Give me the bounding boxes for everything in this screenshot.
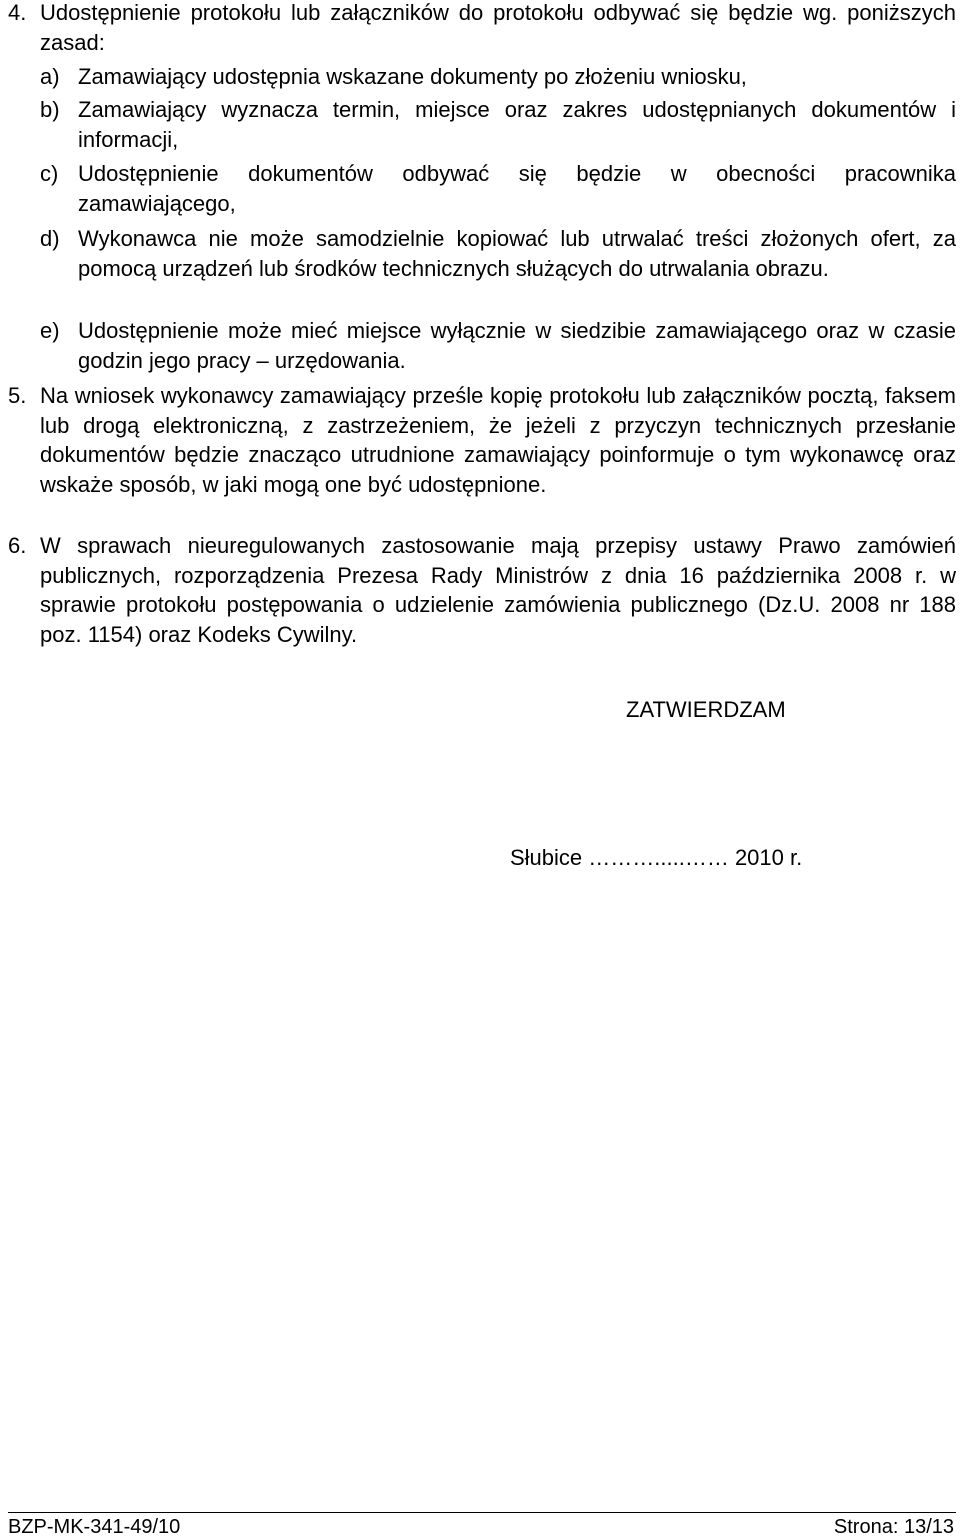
item-e-text: Udostępnienie może mieć miejsce wyłącznie w siedzibie zamawiającego oraz w czasie godzin jego pracy – urzędowania. <box>78 318 956 373</box>
section-5-number: 5. <box>8 383 27 408</box>
section-4-item-e <box>40 316 956 376</box>
item-d-text: Wykonawca nie może samodzielnie kopiować lub utrwalać treści złożonych ofert, za pomocą urządzeń lub środków technicznych służących do utrwalania obrazu. <box>78 226 956 281</box>
section-5 <box>8 381 956 531</box>
section-4-item-d <box>40 224 956 314</box>
section-4-item-b <box>40 95 956 155</box>
item-b-letter: b) <box>40 97 60 122</box>
footer-reference: BZP-MK-341-49/10 <box>8 1516 181 1538</box>
section-4-text: Udostępnienie protokołu lub załączników do protokołu odbywać się będzie wg. poniższych zasad: <box>40 0 956 55</box>
footer-divider <box>8 1512 956 1513</box>
item-b-text: Zamawiający wyznacza termin, miejsce oraz zakres udostępnianych dokumentów i informacji, <box>78 97 956 152</box>
section-6 <box>8 531 956 651</box>
item-a-text: Zamawiający udostępnia wskazane dokumenty po złożeniu wniosku, <box>78 64 747 89</box>
section-4 <box>8 0 956 58</box>
section-6-text: W sprawach nieuregulowanych zastosowanie mają przepisy ustawy Prawo zamówień publicznych, rozporządzenia Prezesa Rady Ministrów z dnia 16 października 2008 r. w sprawie protokołu postępowania o udzielenie zamówienia publicznego (Dz.U. 2008 nr 188 poz. 1154) oraz Kodeks Cywilny. <box>40 533 956 647</box>
item-a-letter: a) <box>40 64 60 89</box>
footer-page-number: Strona: 13/13 <box>833 1516 954 1538</box>
item-d-letter: d) <box>40 226 60 251</box>
item-c-text: Udostępnienie dokumentów odbywać się będzie w obecności pracownika zamawiającego, <box>78 161 956 216</box>
place-date-line: Słubice ……….....…… 2010 r. <box>510 845 803 870</box>
section-5-text: Na wniosek wykonawcy zamawiający prześle kopię protokołu lub załączników pocztą, faksem lub drogą elektroniczną, z zastrzeżeniem, że jeżeli z przyczyn technicznych przesłanie dokumentów będzie znacząco utrudnione zamawiający poinformuje o tym wykonawcę oraz wskaże sposób, w jaki mogą one być udostępnione. <box>40 383 956 497</box>
section-4-item-a <box>40 62 956 92</box>
item-e-letter: e) <box>40 318 60 343</box>
approval-label: ZATWIERDZAM <box>626 697 786 722</box>
item-c-letter: c) <box>40 161 59 186</box>
section-4-item-c <box>40 159 956 219</box>
section-6-number: 6. <box>8 533 27 558</box>
section-4-number: 4. <box>8 0 27 25</box>
